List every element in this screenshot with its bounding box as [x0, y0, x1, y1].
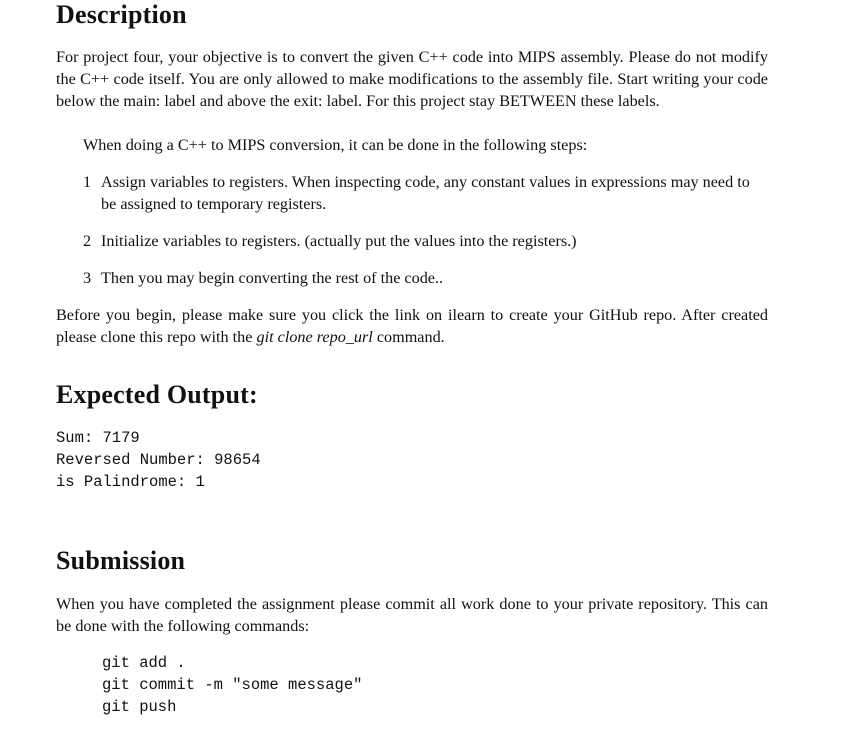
submission-text: When you have completed the assignment please commit all work done to your private repository. This can be done with the following commands:: [56, 595, 768, 635]
output-line: Reversed Number: 98654: [56, 451, 261, 469]
git-command-line: git add .: [102, 654, 186, 672]
step-number: 1: [83, 173, 92, 191]
step-item: [56, 172, 768, 216]
step-item: [56, 268, 768, 290]
steps-list-2: [56, 231, 768, 253]
expected-output-block: [56, 427, 768, 493]
expected-output-heading: Expected Output:: [56, 380, 258, 409]
description-intro: For project four, your objective is to convert the given C++ code into MIPS assembly. Please do not modify the C++ code itself. You are only allowed to make modifications to the assembly file. Start writing your code below the main: label and above the exit: label. For this project stay BETWEEN these labels.: [56, 48, 768, 110]
submission-heading: Submission: [56, 546, 186, 575]
steps-list-3: [56, 268, 768, 290]
repo-command: git clone repo_url: [256, 327, 373, 346]
step-number: 3: [83, 269, 92, 287]
step-text: Assign variables to registers. When inspecting code, any constant values in expressions may need to be assigned to temporary registers.: [101, 173, 750, 213]
steps-intro: When doing a C++ to MIPS conversion, it can be done in the following steps:: [83, 136, 588, 154]
output-line: is Palindrome: 1: [56, 473, 205, 491]
repo-text-1: Before you begin, please make sure you click the link on ilearn to create your GitHub repo. After created please clone this repo with the: [56, 306, 768, 346]
output-line: Sum: 7179: [56, 429, 140, 447]
step-text: Initialize variables to registers. (actually put the values into the registers.): [101, 232, 577, 250]
step-text: Then you may begin converting the rest of the code..: [101, 269, 444, 287]
steps-list: [56, 172, 768, 216]
step-number: 2: [83, 232, 92, 250]
git-commands-block: [102, 652, 768, 718]
description-heading: Description: [56, 0, 187, 29]
step-item: [56, 231, 768, 253]
repo-text-2: command.: [372, 327, 445, 346]
git-command-line: git commit -m "some message": [102, 676, 363, 694]
repo-instructions: [56, 305, 768, 349]
git-command-line: git push: [102, 698, 177, 716]
